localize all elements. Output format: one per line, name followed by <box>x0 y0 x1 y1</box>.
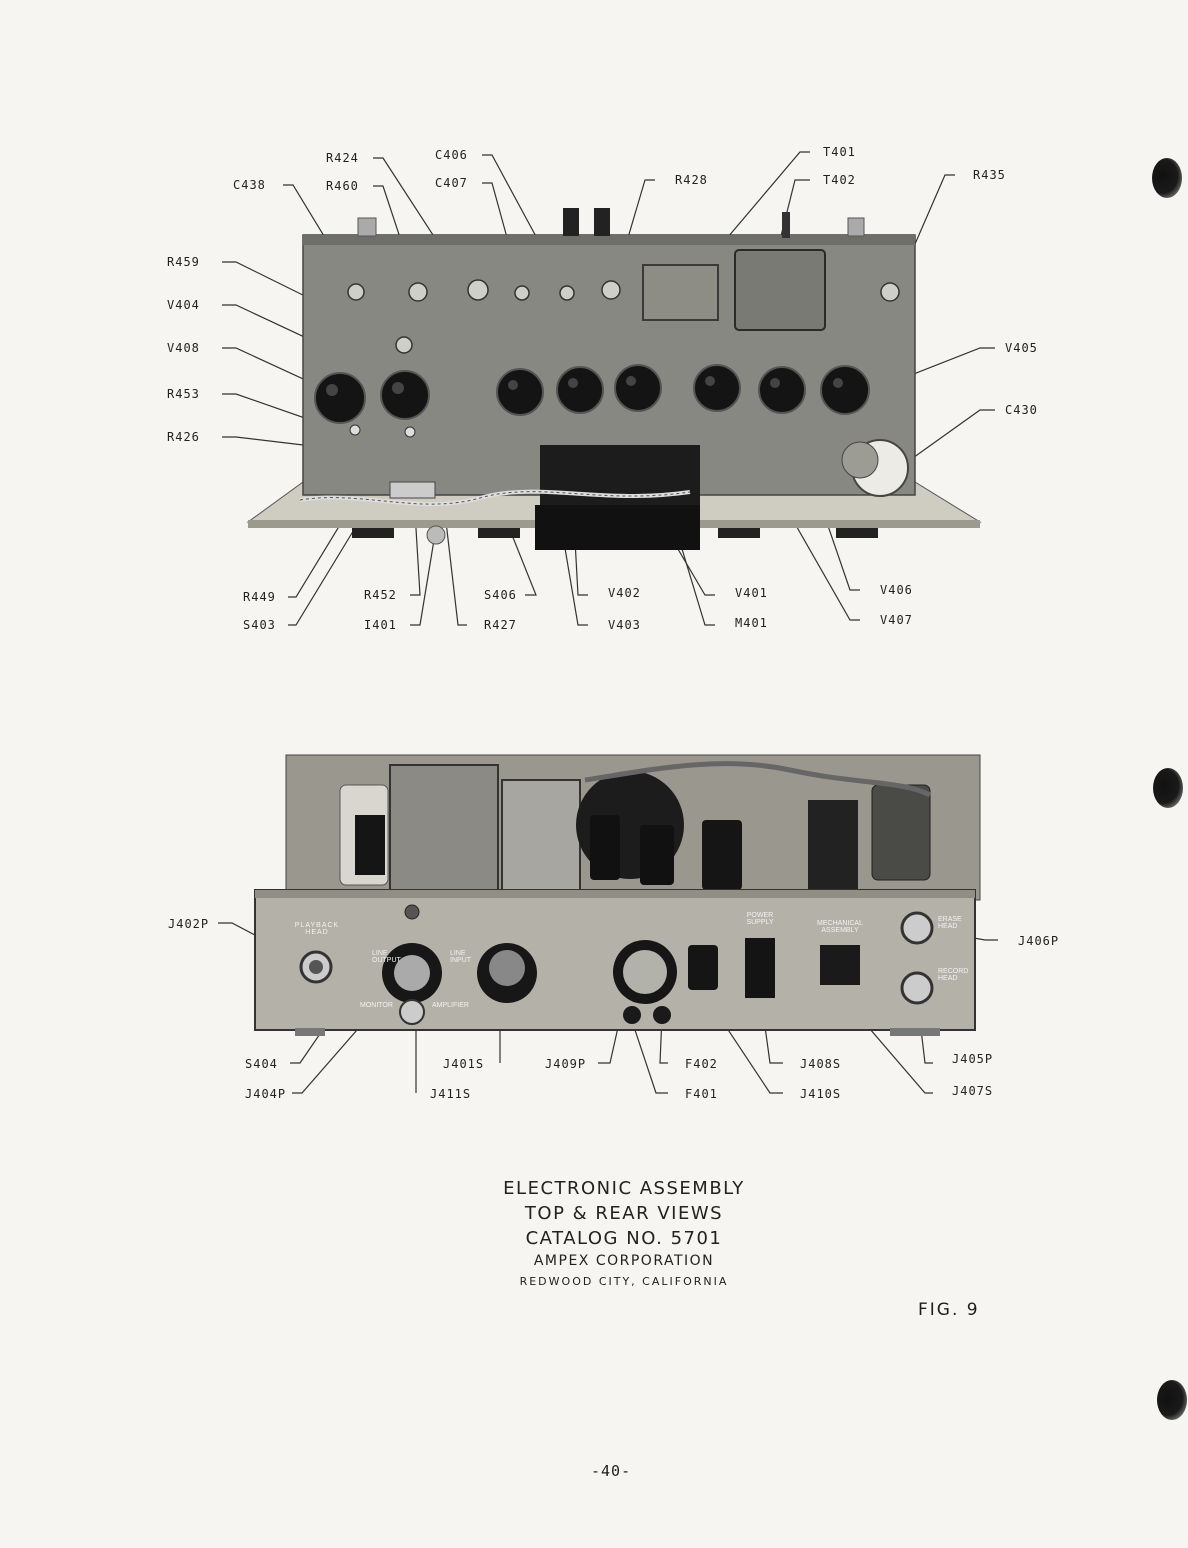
callout-c406: C406 <box>435 148 468 162</box>
panel-text-amplifier: AMPLIFIER <box>432 1002 469 1009</box>
panel-text-playback-head: PLAYBACK HEAD <box>294 922 340 936</box>
callout-r460: R460 <box>326 179 359 193</box>
callout-t401: T401 <box>823 145 856 159</box>
callout-j401s: J401S <box>443 1057 485 1071</box>
callout-s403: S403 <box>243 618 276 632</box>
callout-v407: V407 <box>880 613 913 627</box>
callout-t402: T402 <box>823 173 856 187</box>
callout-j406p: J406P <box>1018 934 1060 948</box>
callout-v404: V404 <box>167 298 200 312</box>
callout-v403: V403 <box>608 618 641 632</box>
callout-j408s: J408S <box>800 1057 842 1071</box>
caption-location: REDWOOD CITY, CALIFORNIA <box>519 1275 729 1288</box>
callout-j402p: J402P <box>168 917 210 931</box>
panel-text-power-supply: POWER SUPPLY <box>746 912 774 926</box>
callout-j404p: J404P <box>245 1087 287 1101</box>
callout-r459: R459 <box>167 255 200 269</box>
panel-text-mechanical-assembly: MECHANICAL ASSEMBLY <box>817 920 863 934</box>
callout-j409p: J409P <box>545 1057 587 1071</box>
callout-r453: R453 <box>167 387 200 401</box>
callout-m401: M401 <box>735 616 768 630</box>
callout-v408: V408 <box>167 341 200 355</box>
callout-s404: S404 <box>245 1057 278 1071</box>
caption-company: AMPEX CORPORATION <box>533 1253 715 1269</box>
panel-text-record-head: RECORD HEAD <box>938 968 969 982</box>
callout-c407: C407 <box>435 176 468 190</box>
callout-s406: S406 <box>484 588 517 602</box>
callout-c438: C438 <box>233 178 266 192</box>
binder-hole-bottom <box>1157 1380 1187 1420</box>
caption-catalog: CATALOG NO. 5701 <box>525 1228 723 1249</box>
panel-text-line-input: LINE INPUT <box>450 950 471 964</box>
callout-r424: R424 <box>326 151 359 165</box>
panel-text-erase-head: ERASE HEAD <box>938 916 962 930</box>
callout-j407s: J407S <box>952 1084 994 1098</box>
callout-r428: R428 <box>675 173 708 187</box>
callout-r452: R452 <box>364 588 397 602</box>
callout-r435: R435 <box>973 168 1006 182</box>
callout-v405: V405 <box>1005 341 1038 355</box>
callout-v401: V401 <box>735 586 768 600</box>
figure-label: FIG. 9 <box>918 1300 980 1320</box>
callout-i401: I401 <box>364 618 397 632</box>
panel-text-line-output: LINE OUTPUT <box>372 950 401 964</box>
caption-subtitle: TOP & REAR VIEWS <box>524 1203 724 1224</box>
callout-r449: R449 <box>243 590 276 604</box>
callout-r427: R427 <box>484 618 517 632</box>
caption-title: ELECTRONIC ASSEMBLY <box>503 1178 745 1199</box>
top-view-photo <box>0 0 1188 720</box>
callout-j405p: J405P <box>952 1052 994 1066</box>
callout-j411s: J411S <box>430 1087 472 1101</box>
callout-j410s: J410S <box>800 1087 842 1101</box>
callout-c430: C430 <box>1005 403 1038 417</box>
callout-v406: V406 <box>880 583 913 597</box>
page-number: -40- <box>591 1462 632 1480</box>
panel-text-monitor: MONITOR <box>360 1002 393 1009</box>
rear-view-photo <box>0 740 1188 1140</box>
callout-f401: F401 <box>685 1087 718 1101</box>
callout-f402: F402 <box>685 1057 718 1071</box>
callout-v402: V402 <box>608 586 641 600</box>
callout-r426: R426 <box>167 430 200 444</box>
